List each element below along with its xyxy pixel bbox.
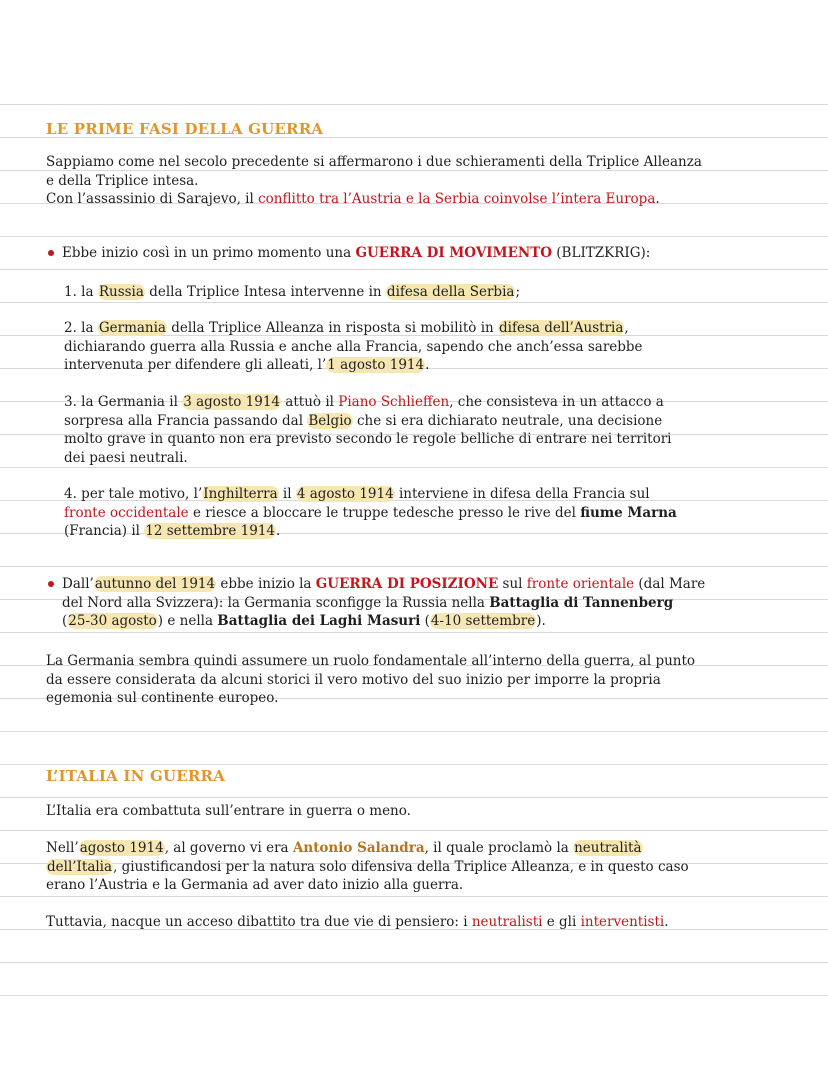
italia-paragraph-2: Nell’agosto 1914, al governo vi era Antonio Salandra, il quale proclamò la neutralità dell’Italia, giustificandosi per la natura solo difensiva della Triplice Alleanza, e in questo caso erano l’Austria e la Germania ad aver dato inizio alla guerra. bbox=[46, 840, 689, 893]
term-guerra-movimento: GUERRA DI MOVIMENTO bbox=[355, 245, 552, 261]
highlight-belgio: Belgio bbox=[308, 412, 352, 429]
section-title-prime-fasi: LE PRIME FASI DELLA GUERRA bbox=[46, 120, 324, 138]
name-antonio-salandra: Antonio Salandra bbox=[292, 840, 425, 856]
highlight-germania: Germania bbox=[98, 320, 166, 336]
highlight-date: 4 agosto 1914 bbox=[296, 486, 394, 502]
highlight-difesa-serbia: difesa della Serbia bbox=[386, 284, 515, 300]
bold-laghi-masuri: Battaglia dei Laghi Masuri bbox=[217, 613, 421, 629]
highlight-date: 1 agosto 1914 bbox=[327, 357, 425, 373]
highlight-date: agosto 1914 bbox=[79, 840, 164, 856]
highlight-dell-italia: dell’Italia bbox=[47, 858, 113, 875]
bullet-guerra-movimento: Ebbe inizio così in un primo momento una GUERRA DI MOVIMENTO (BLITZKRIG): bbox=[62, 245, 651, 261]
key-phrase-fronte-orientale: fronte orientale bbox=[526, 576, 635, 592]
list-item-1: 1. la Russia della Triplice Intesa intervenne in difesa della Serbia; bbox=[64, 284, 521, 300]
key-phrase-fronte-occidentale: fronte occidentale bbox=[64, 504, 189, 521]
bullet-guerra-posizione: Dall’autunno del 1914 ebbe inizio la GUERRA DI POSIZIONE sul fronte orientale (dal Mare del Nord alla Svizzera): la Germania sconfigge la Russia nella Battaglia di Tannenberg (25-30 agosto) e nella Battaglia dei Laghi Masuri (4-10 settembre). bbox=[62, 576, 706, 629]
highlight-neutralita: neutralità bbox=[574, 840, 642, 856]
italia-paragraph-3: Tuttavia, nacque un acceso dibattito tra due vie di pensiero: i neutralisti e gli interventisti. bbox=[46, 914, 669, 930]
list-item-4: 4. per tale motivo, l’Inghilterra il 4 agosto 1914 interviene in difesa della Francia sul fronte occidentale e riesce a bloccare le truppe tedesche presso le rive del fiume Marna (Francia) il 12 settembre 1914. bbox=[64, 486, 677, 539]
highlight-russia: Russia bbox=[98, 284, 144, 300]
highlight-difesa-austria: difesa dell’Austria bbox=[499, 320, 624, 336]
intro-paragraph: Sappiamo come nel secolo precedente si affermarono i due schieramenti della Triplice Alleanza e della Triplice intesa. Con l’assassinio di Sarajevo, il conflitto tra l’Austria e la Serbia coinvolse l’intera Europa. bbox=[46, 154, 702, 207]
highlight-date: 4-10 settembre bbox=[430, 613, 536, 629]
list-item-3: 3. la Germania il 3 agosto 1914 attuò il Piano Schlieffen, che consisteva in un attacco a sorpresa alla Francia passando dal Belgio che si era dichiarato neutrale, una decisione molto grave in quanto non era previsto secondo le regole belliche di entrare nei territori dei paesi neutrali. bbox=[64, 394, 672, 466]
section-title-italia: L’ITALIA IN GUERRA bbox=[46, 767, 226, 785]
key-phrase-conflitto: conflitto tra l’Austria e la Serbia coinvolse l’intera Europa bbox=[258, 191, 656, 207]
highlight-date: 25-30 agosto bbox=[68, 613, 157, 629]
italia-paragraph-1: L’Italia era combattuta sull’entrare in guerra o meno. bbox=[46, 803, 411, 819]
key-phrase-interventisti: interventisti bbox=[580, 914, 665, 930]
highlight-date: 3 agosto 1914 bbox=[183, 394, 281, 410]
bullet-dot bbox=[48, 581, 54, 587]
outro-paragraph: La Germania sembra quindi assumere un ruolo fondamentale all’interno della guerra, al punto da essere considerata da alcuni storici il vero motivo del suo inizio per imporre la propria egemonia sul continente europeo. bbox=[46, 653, 696, 706]
bold-fiume-marna: fiume Marna bbox=[580, 504, 677, 521]
list-item-2: 2. la Germania della Triplice Alleanza in risposta si mobilitò in difesa dell’Austria, dichiarando guerra alla Russia e anche alla Francia, sapendo che anch’essa sarebbe intervenuta per difendere gli alleati, l’1 agosto 1914. bbox=[64, 320, 643, 373]
bold-tannenberg: Battaglia di Tannenberg bbox=[489, 594, 674, 611]
key-phrase-neutralisti: neutralisti bbox=[471, 914, 543, 930]
term-guerra-posizione: GUERRA DI POSIZIONE bbox=[315, 576, 499, 592]
highlight-autunno: autunno del 1914 bbox=[94, 576, 216, 592]
key-phrase-piano-schlieffen: Piano Schlieffen bbox=[338, 394, 450, 410]
highlight-date: 12 settembre 1914 bbox=[145, 523, 276, 539]
bullet-dot bbox=[48, 250, 54, 256]
highlight-inghilterra: Inghilterra bbox=[203, 486, 278, 502]
